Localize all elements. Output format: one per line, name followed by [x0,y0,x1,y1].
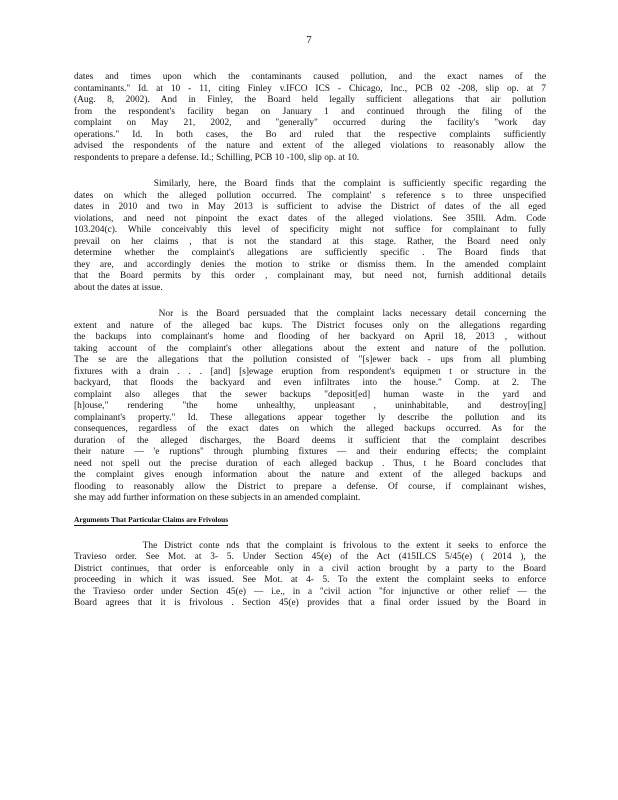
paragraph-gap [74,164,546,179]
paragraph-dates [74,179,546,294]
text-line: the backups into complainant's home and flooding of her backyard on April 18, 2013 , without [74,332,546,342]
text-line: about the dates at issue. [74,282,163,293]
text-line: they are, and accordingly denies the motion to strike or dismiss them. In the amended complaint [74,259,546,270]
page-number: 7 [306,34,312,46]
text-line: Board agrees that it is frivolous . Section 45(e) provides that a final order issued by the Board in [74,598,546,608]
text-line: The District conte nds that the complaint is frivolous to the extent it seeks to enforce the [74,540,546,551]
text-line: extent and nature of the alleged bac kups. The District focuses only on the allegations regarding [74,320,546,331]
text-line: advised the respondents of the nature and extent of the alleged violations to reasonably allow the [74,141,546,151]
text-line: proceeding in which it was issued. See Mot. at 4- 5. To the extent the complaint seeks to enforce [74,575,546,585]
text-line: contaminants." Id. at 10 - 11, citing Finley v.IFCO ICS - Chicago, Inc., PCB 02 -208, slip op. at 7 [74,83,546,94]
text-line: The se are the allegations that the pollution consisted of "[s]ewer back - ups from all plumbing [74,355,546,365]
paragraph-backups [74,309,546,505]
text-line: consequences, regardless of the exact dates on which the alleged backups occurred. As for the [74,424,546,434]
paragraph-finley [74,72,546,164]
text-line: determine whether the complaint's allegations are sufficiently specific . The Board finds that [74,248,546,258]
text-line: their nature — 'e ruptions" through plumbing fixtures — and their enduring effects; the complaint [74,447,546,457]
section-heading-text: Arguments That Particular Claims are Frivolous [74,514,229,524]
text-line: duration of the alleged discharges, the Board deems it sufficient that the complaint describes [74,435,546,446]
text-line: complaint also alleges that the sewer backups "deposit[ed] human waste in the yard and [74,389,546,400]
text-line: dates and times upon which the contaminants caused pollution, and the exact names of the [74,72,546,82]
text-line: Similarly, here, the Board finds that the complaint is sufficiently specific regarding the [74,179,546,189]
text-line: she may add further information on these subjects in an amended complaint. [74,493,361,503]
text-line: Travieso order. See Mot. at 3- 5. Under Section 45(e) of the Act (415ILCS 5/45(e) ( 2014 ), the [74,552,546,562]
text-line: prevail on her claims , that is not the standard at this stage. Rather, the Board need only [74,236,546,247]
text-line: that the Board permits by this order , complainant may, but need not, furnish additional details [74,271,546,281]
text-line: backyard, that floods the backyard and even infiltrates into the house." Comp. at 2. The [74,378,546,388]
text-line: dates in 2010 and two in May 2013 is sufficient to advise the District of dates of the all eged [74,202,546,212]
text-line: (Aug. 8, 2002). And in Finley, the Board held legally sufficient allegations that air pollution [74,95,546,105]
text-line: fixtures with a drain . . . [and] [s]ewage eruption from respondent's equipmen t or structure in the [74,366,546,377]
text-line: the Travieso order under Section 45(e) — i.e., in a "civil action "for injunctive or other relief — the [74,586,546,597]
text-line: operations." Id. In both cases, the Bo ard ruled that the respective complaints sufficiently [74,129,546,140]
text-line: flooding to reasonably allow the District to prepare a defense. Of course, if complainant wishes, [74,481,546,492]
text-line: the complaint gives enough information about the nature and extent of the alleged backups and [74,470,546,480]
text-line: [h]ouse," rendering "the home unhealthy, unpleasant , uninhabitable, and destroy[ing] [74,401,546,411]
body-text [74,72,546,610]
text-line: from the respondent's facility began on January 1 and continued through the filing of the [74,106,546,117]
text-line: respondents to prepare a defense. Id.; Schilling, PCB 10 -100, slip op. at 10. [74,152,360,163]
text-line: complaint on May 21, 2002, and "generally" occurred during the facility's "work day [74,118,546,128]
section-heading [74,514,546,527]
paragraph-gap [74,294,546,309]
text-line: 103.204(c). While conceivably this level of specificity might not suffice for complainant to fully [74,225,546,235]
text-line: complainant's property." Id. These allegations appear together ly describe the pollution and its [74,412,546,423]
paragraph-travieso [74,541,546,610]
text-line: taking account of the complaint's other allegations about the extent and nature of the pollution. [74,343,546,354]
text-line: violations, and need not pinpoint the exact dates of the alleged violations. See 35Ill. Adm. Code [74,213,546,224]
text-line: need not spell out the precise duration of each alleged backup . Thus, t he Board concludes that [74,458,546,469]
text-line: District continues, that order is enforceable only in a civil action brought by a party to the Board [74,563,546,574]
text-line: dates on which the alleged pollution occurred. The complaint' s reference s to three unspecified [74,190,546,201]
text-line: Nor is the Board persuaded that the complaint lacks necessary detail concerning the [74,309,546,319]
